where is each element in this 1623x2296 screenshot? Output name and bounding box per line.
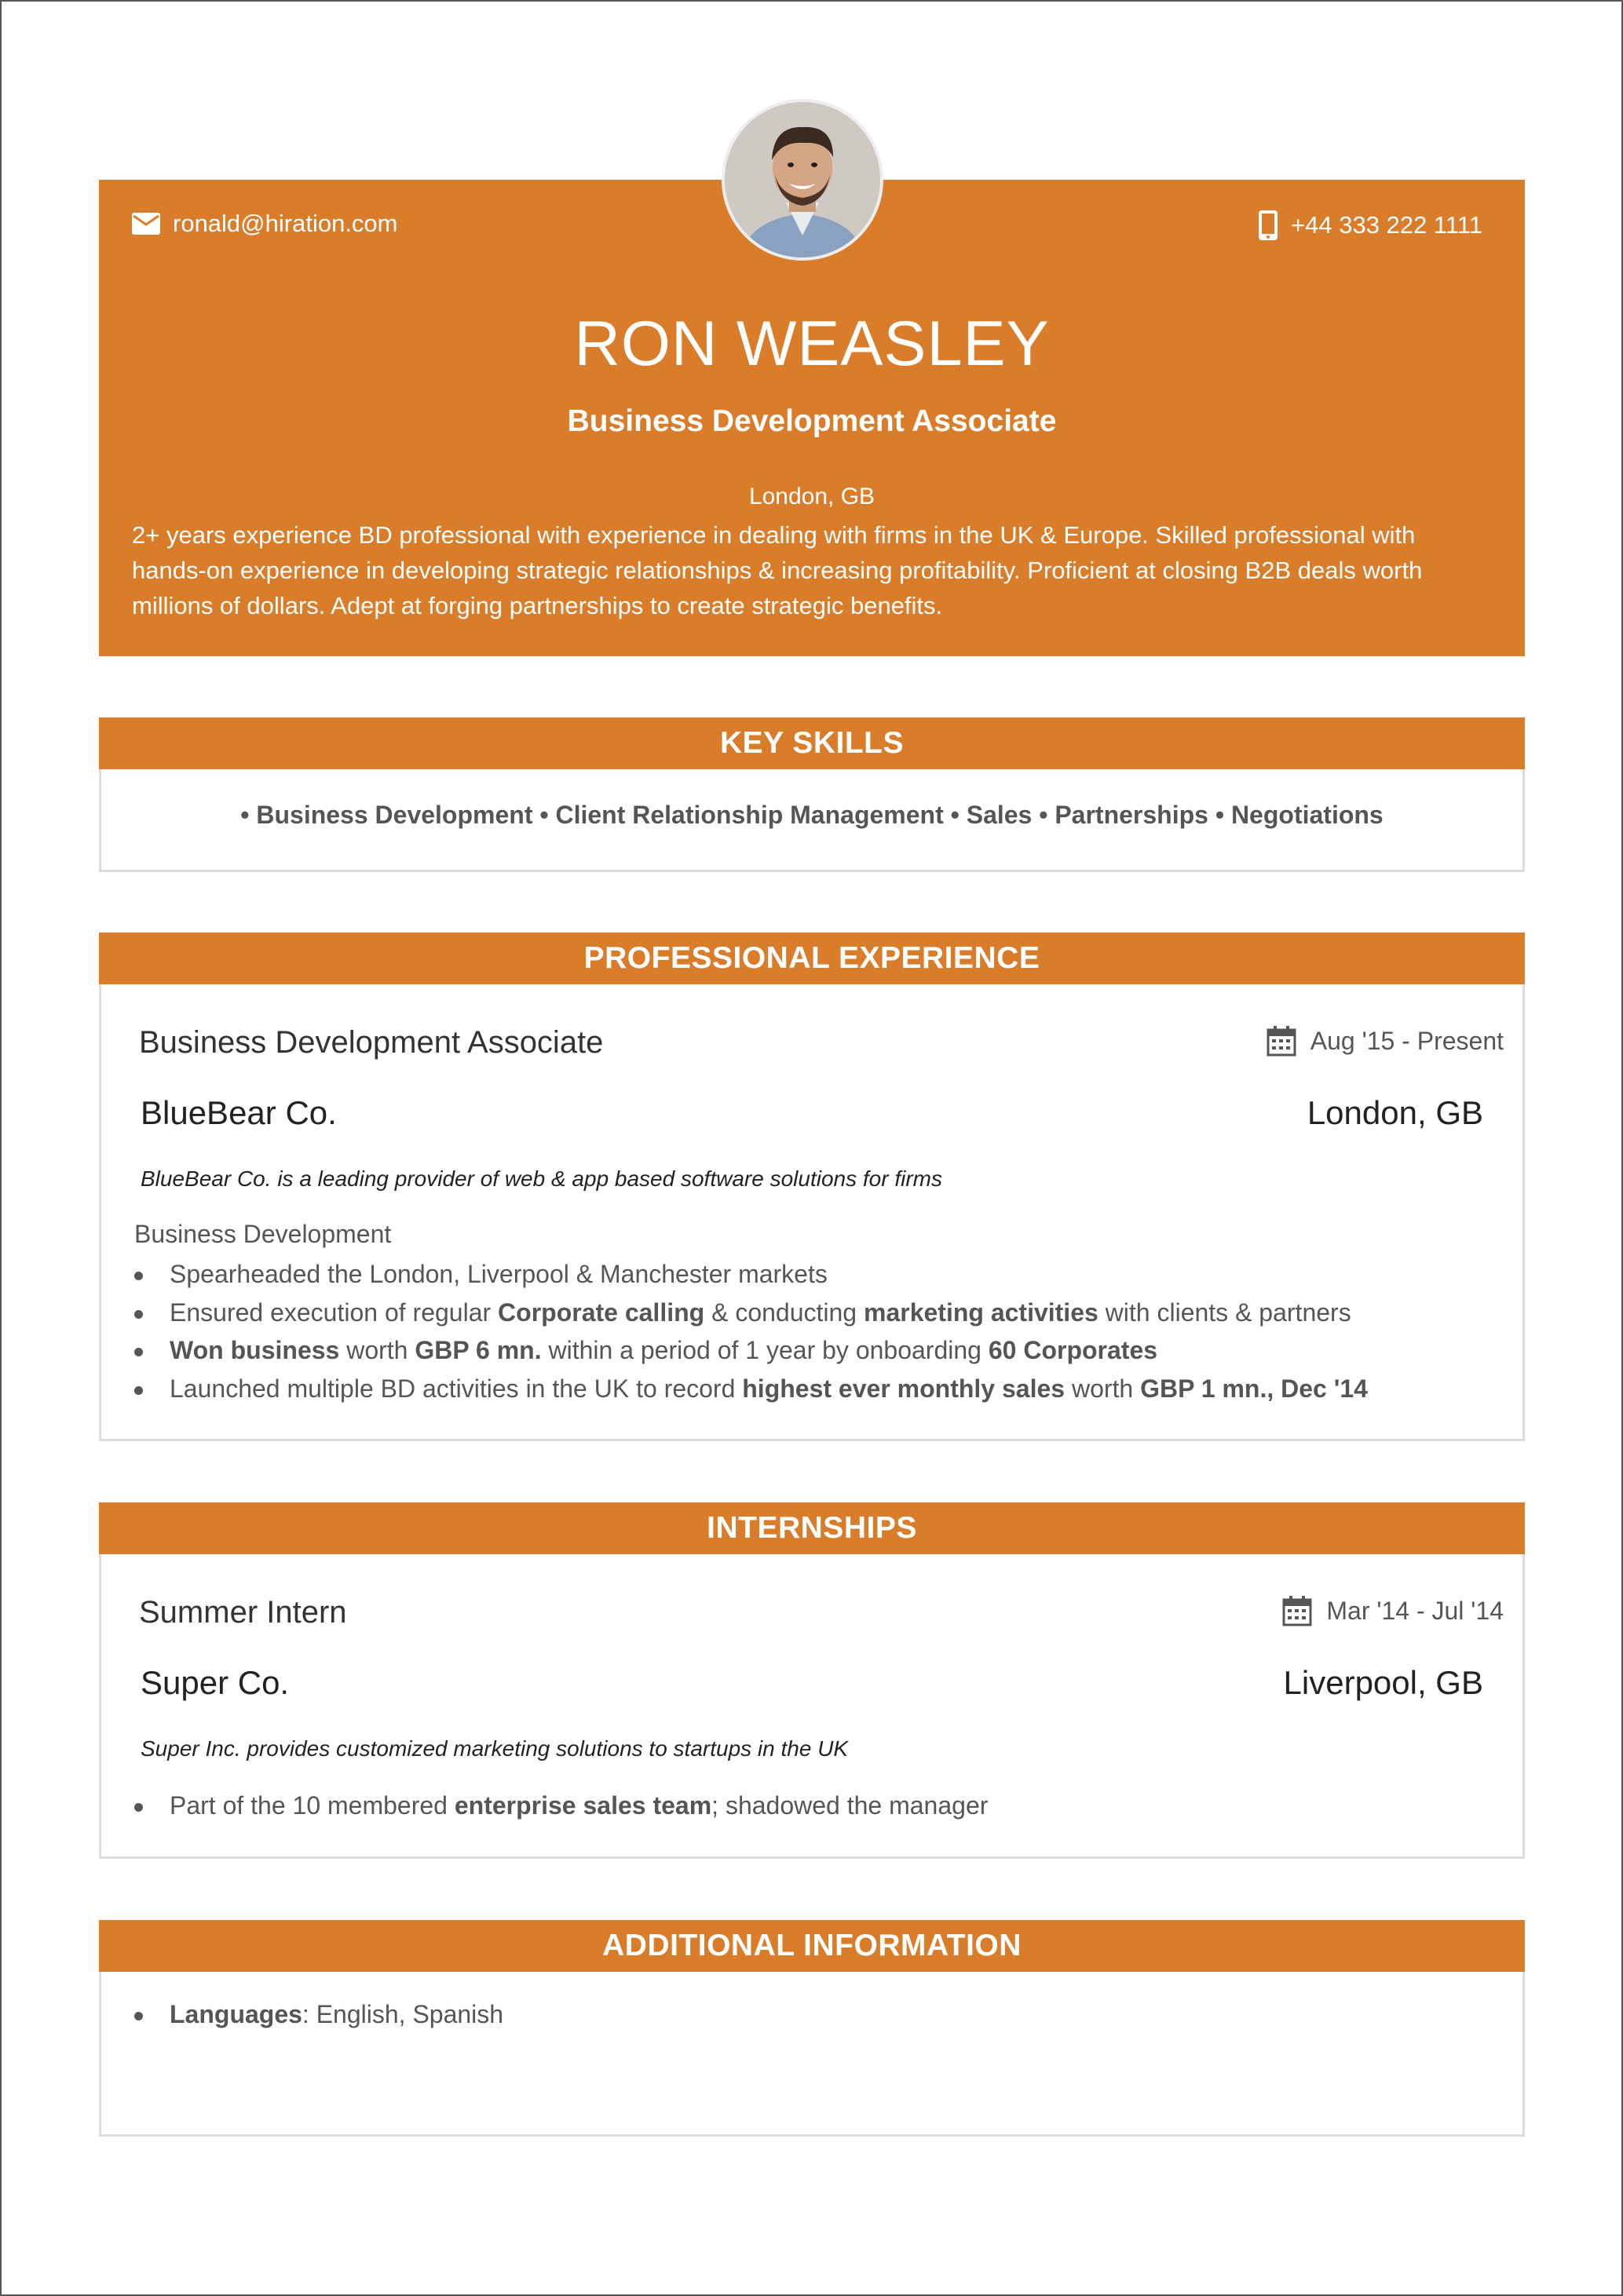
envelope-icon — [132, 213, 160, 235]
calendar-icon — [1282, 1595, 1312, 1626]
internship-title: Summer Intern — [139, 1595, 347, 1630]
job-title: Business Development Associate — [139, 1025, 604, 1060]
job-dates — [1267, 1025, 1504, 1057]
internship-company: Super Co. — [141, 1664, 290, 1701]
experience-heading: PROFESSIONAL EXPERIENCE — [99, 933, 1525, 984]
internship-bullets — [134, 1787, 988, 1825]
internship-bullet: Part of the 10 membered enterprise sales team; shadowed the manager — [134, 1787, 988, 1825]
key-skills-heading: KEY SKILLS — [99, 717, 1525, 769]
calendar-icon — [1267, 1025, 1296, 1057]
experience-section — [99, 984, 1525, 1441]
internships-heading: INTERNSHIPS — [99, 1502, 1525, 1554]
phone-text[interactable]: +44 333 222 1111 — [1291, 211, 1482, 239]
additional-info-bullet: Languages: English, Spanish — [134, 1995, 503, 2034]
profile-summary: 2+ years experience BD professional with experience in dealing with firms in the UK & Europe. Skilled professional with hands-on experience in developing strategic relationships & increasing profitability. Proficient at closing B2B deals worth millions of dollars. Adept at forging partnerships to create strategic benefits. — [132, 521, 1423, 619]
candidate-name: RON WEASLEY — [574, 308, 1050, 379]
company-description: BlueBear Co. is a leading provider of web & app based software solutions for firms — [141, 1166, 942, 1191]
experience-bullets — [134, 1255, 1368, 1407]
candidate-location: London, GB — [748, 484, 875, 509]
experience-bullet: Won business worth GBP 6 mn. within a period of 1 year by onboarding 60 Corporates — [134, 1331, 1368, 1370]
internship-location: Liverpool, GB — [1283, 1664, 1483, 1701]
internship-company-description: Super Inc. provides customized marketing solutions to startups in the UK — [141, 1736, 849, 1761]
phone-contact[interactable] — [1258, 210, 1482, 241]
additional-info-bullets — [134, 1995, 503, 2034]
candidate-role: Business Development Associate — [567, 404, 1057, 438]
profile-photo — [722, 99, 883, 261]
skills-list: • Business Development • Client Relationship Management • Sales • Partnerships • Negotiations — [240, 801, 1384, 829]
experience-bullet: Ensured execution of regular Corporate calling & conducting marketing activities with clients & partners — [134, 1294, 1368, 1332]
additional-info-heading: ADDITIONAL INFORMATION — [99, 1920, 1525, 1972]
job-dates-text: Aug '15 - Present — [1310, 1026, 1504, 1055]
experience-bullet: Launched multiple BD activities in the UK to record highest ever monthly sales worth GBP 1 mn., Dec '14 — [134, 1370, 1368, 1408]
additional-info-section — [99, 1972, 1525, 2137]
email-contact[interactable] — [132, 210, 398, 238]
job-location: London, GB — [1307, 1094, 1483, 1131]
experience-bullet: Spearheaded the London, Liverpool & Manchester markets — [134, 1255, 1368, 1294]
key-skills-section — [99, 769, 1525, 872]
company-name: BlueBear Co. — [141, 1094, 337, 1131]
internship-dates-text: Mar '14 - Jul '14 — [1326, 1596, 1504, 1625]
mobile-phone-icon — [1258, 210, 1278, 241]
email-text[interactable]: ronald@hiration.com — [173, 210, 398, 237]
internships-section — [99, 1554, 1525, 1859]
internship-dates — [1282, 1595, 1504, 1626]
responsibility-subheading: Business Development — [134, 1220, 392, 1248]
